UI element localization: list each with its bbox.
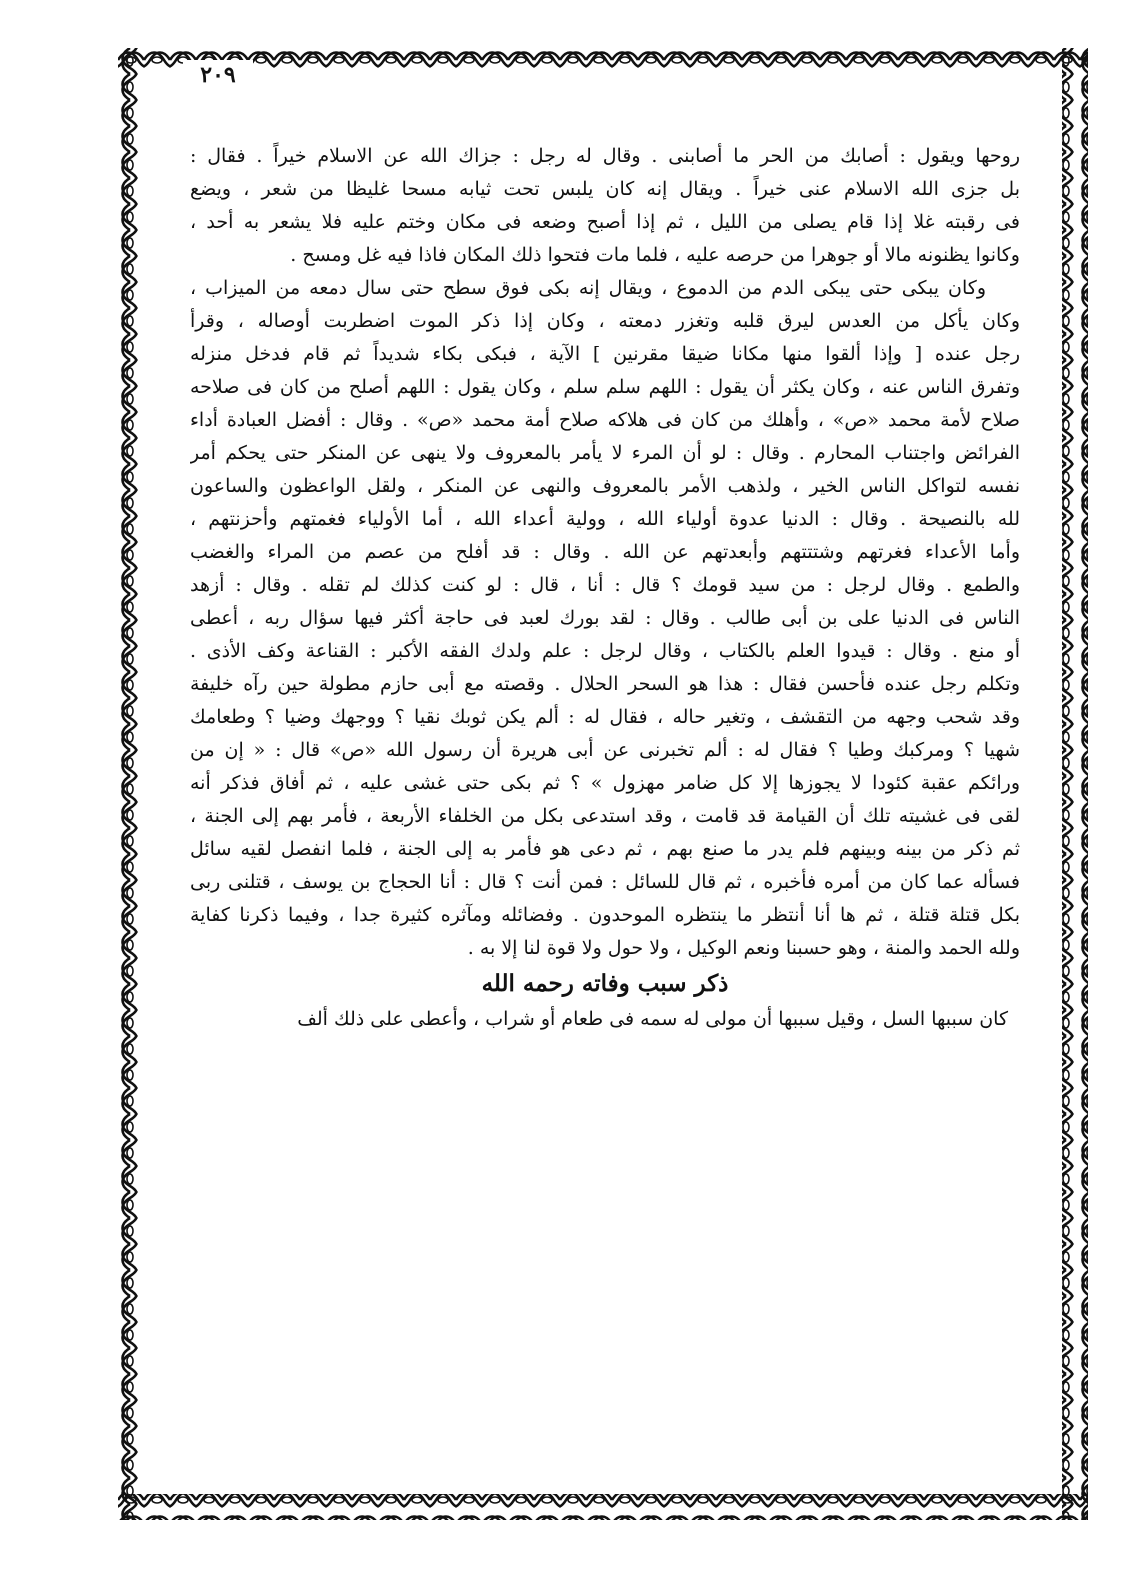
text-line: وتفرق الناس عنه ، وكان يكثر أن يقول : اللهم سلم سلم ، وكان يقول : اللهم أصلح من كان فى صلاحه (190, 376, 1020, 398)
text-line: وكان يبكى حتى يبكى الدم من الدموع ، ويقال إنه بكى فوق سطح حتى سال دمعه من الميزاب ، (190, 277, 986, 299)
text-line: ثم ذكر من بينه وبينهم فلم يدر ما صنع بهم ، ثم دعى هو فأمر به إلى الجنة ، فلما انفصل لقيه سائل (190, 838, 1020, 860)
text-line: ولله الحمد والمنة ، وهو حسبنا ونعم الوكيل ، ولا حول ولا قوة لنا إلا به . (467, 937, 1020, 959)
text-line: وكانوا يظنونه مالا أو جوهرا من حرصه عليه ، فلما مات فتحوا ذلك المكان فاذا فيه غل ومسح . (290, 244, 1020, 266)
text-line: لله بالنصيحة . وقال : الدنيا عدوة أولياء الله ، وولية أعداء الله ، أما الأولياء فغمتهم وأحزنتهم ، (190, 508, 1020, 530)
text-line: وكان يأكل من العدس ليرق قلبه وتغزر دمعته ، وكان إذا ذكر الموت اضطربت أوصاله ، وقرأ (190, 310, 1020, 332)
text-line: ورائكم عقبة كئودا لا يجوزها إلا كل ضامر مهزول » ؟ ثم بكى حتى غشى عليه ، ثم أفاق فذكر أنه (190, 772, 1020, 794)
text-line: وقد شحب وجهه من التقشف ، وتغير حاله ، فقال له : ألم يكن ثوبك نقيا ؟ ووجهك وضيا ؟ وطعامك (190, 706, 1020, 728)
text-line: الفرائض واجتناب المحارم . وقال : لو أن المرء لا يأمر بالمعروف ولا ينهى عن المنكر حتى يحكم أمر (190, 442, 1020, 464)
page-text (190, 140, 1020, 1455)
text-line: فسأله عما كان من أمره فأخبره ، ثم قال للسائل : فمن أنت ؟ قال : أنا الحجاج بن يوسف ، قتلنى ربى (190, 871, 1020, 893)
text-line: بكل قتلة قتلة ، ثم ها أنا أنتظر ما ينتظره الموحدون . وفضائله ومآثره كثيرة جدا ، وفيما ذكرنا كفاية (190, 904, 1020, 926)
text-line: لقى فى غشيته تلك أن القيامة قد قامت ، وقد استدعى بكل من الخلفاء الأربعة ، فأمر بهم إلى الجنة ، (190, 805, 1020, 827)
text-line: نفسه لتواكل الناس الخير ، ولذهب الأمر بالمعروف والنهى عن المنكر ، ولقل الواعظون والساعون (190, 475, 1020, 497)
text-line: روحها ويقول : أصابك من الحر ما أصابنى . وقال له رجل : جزاك الله عن الاسلام خيراً . فقال : (190, 145, 1020, 167)
text-line: أو منع . وقال : قيدوا العلم بالكتاب ، وقال لرجل : علم ولدك الفقه الأكبر : القناعة وكف الأذى . (190, 640, 1020, 662)
text-line: فى رقبته غلا إذا قام يصلى من الليل ، ثم إذا أصبح وضعه فى مكان وختم عليه فلا يشعر به أحد ، (190, 211, 1020, 233)
text-line: والطمع . وقال لرجل : من سيد قومك ؟ قال : أنا ، قال : لو كنت كذلك لم تقله . وقال : أزهد (190, 574, 1020, 596)
text-line: بل جزى الله الاسلام عنى خيراً . ويقال إنه كان يلبس تحت ثيابه مسحا غليظا من شعر ، ويضع (190, 178, 1020, 200)
page-number: ٢٠٩ (183, 60, 253, 90)
text-line: وتكلم رجل عنده فأحسن فقال : هذا هو السحر الحلال . وقصته مع أبى حازم مطولة حين رآه خليفة (190, 673, 1020, 695)
section-heading: ذكر سبب وفاته رحمه الله (481, 970, 729, 997)
text-line: شهيا ؟ ومركبك وطيا ؟ فقال له : ألم تخبرنى عن أبى هريرة أن رسول الله «ص» قال : « إن من (190, 739, 1020, 761)
text-line: صلاح لأمة محمد «ص» ، وأهلك من كان فى هلاكه صلاح أمة محمد «ص» . وقال : أفضل العبادة أداء (190, 409, 1020, 431)
text-line: رجل عنده [ وإذا ألقوا منها مكانا ضيقا مقرنين ] الآية ، فبكى بكاء شديداً ثم قام فدخل منزله (190, 343, 1020, 365)
text-line: كان سببها السل ، وقيل سببها أن مولى له سمه فى طعام أو شراب ، وأعطى على ذلك ألف (297, 1008, 1008, 1030)
text-line: وأما الأعداء فغرتهم وشتتتهم وأبعدتهم عن الله . وقال : قد أفلح من عصم من المراء والغضب (190, 541, 1020, 563)
text-line: الناس فى الدنيا على بن أبى طالب . وقال : لقد بورك لعبد فى حاجة أكثر فيها سؤال ربه ، أعطى (190, 607, 1020, 629)
